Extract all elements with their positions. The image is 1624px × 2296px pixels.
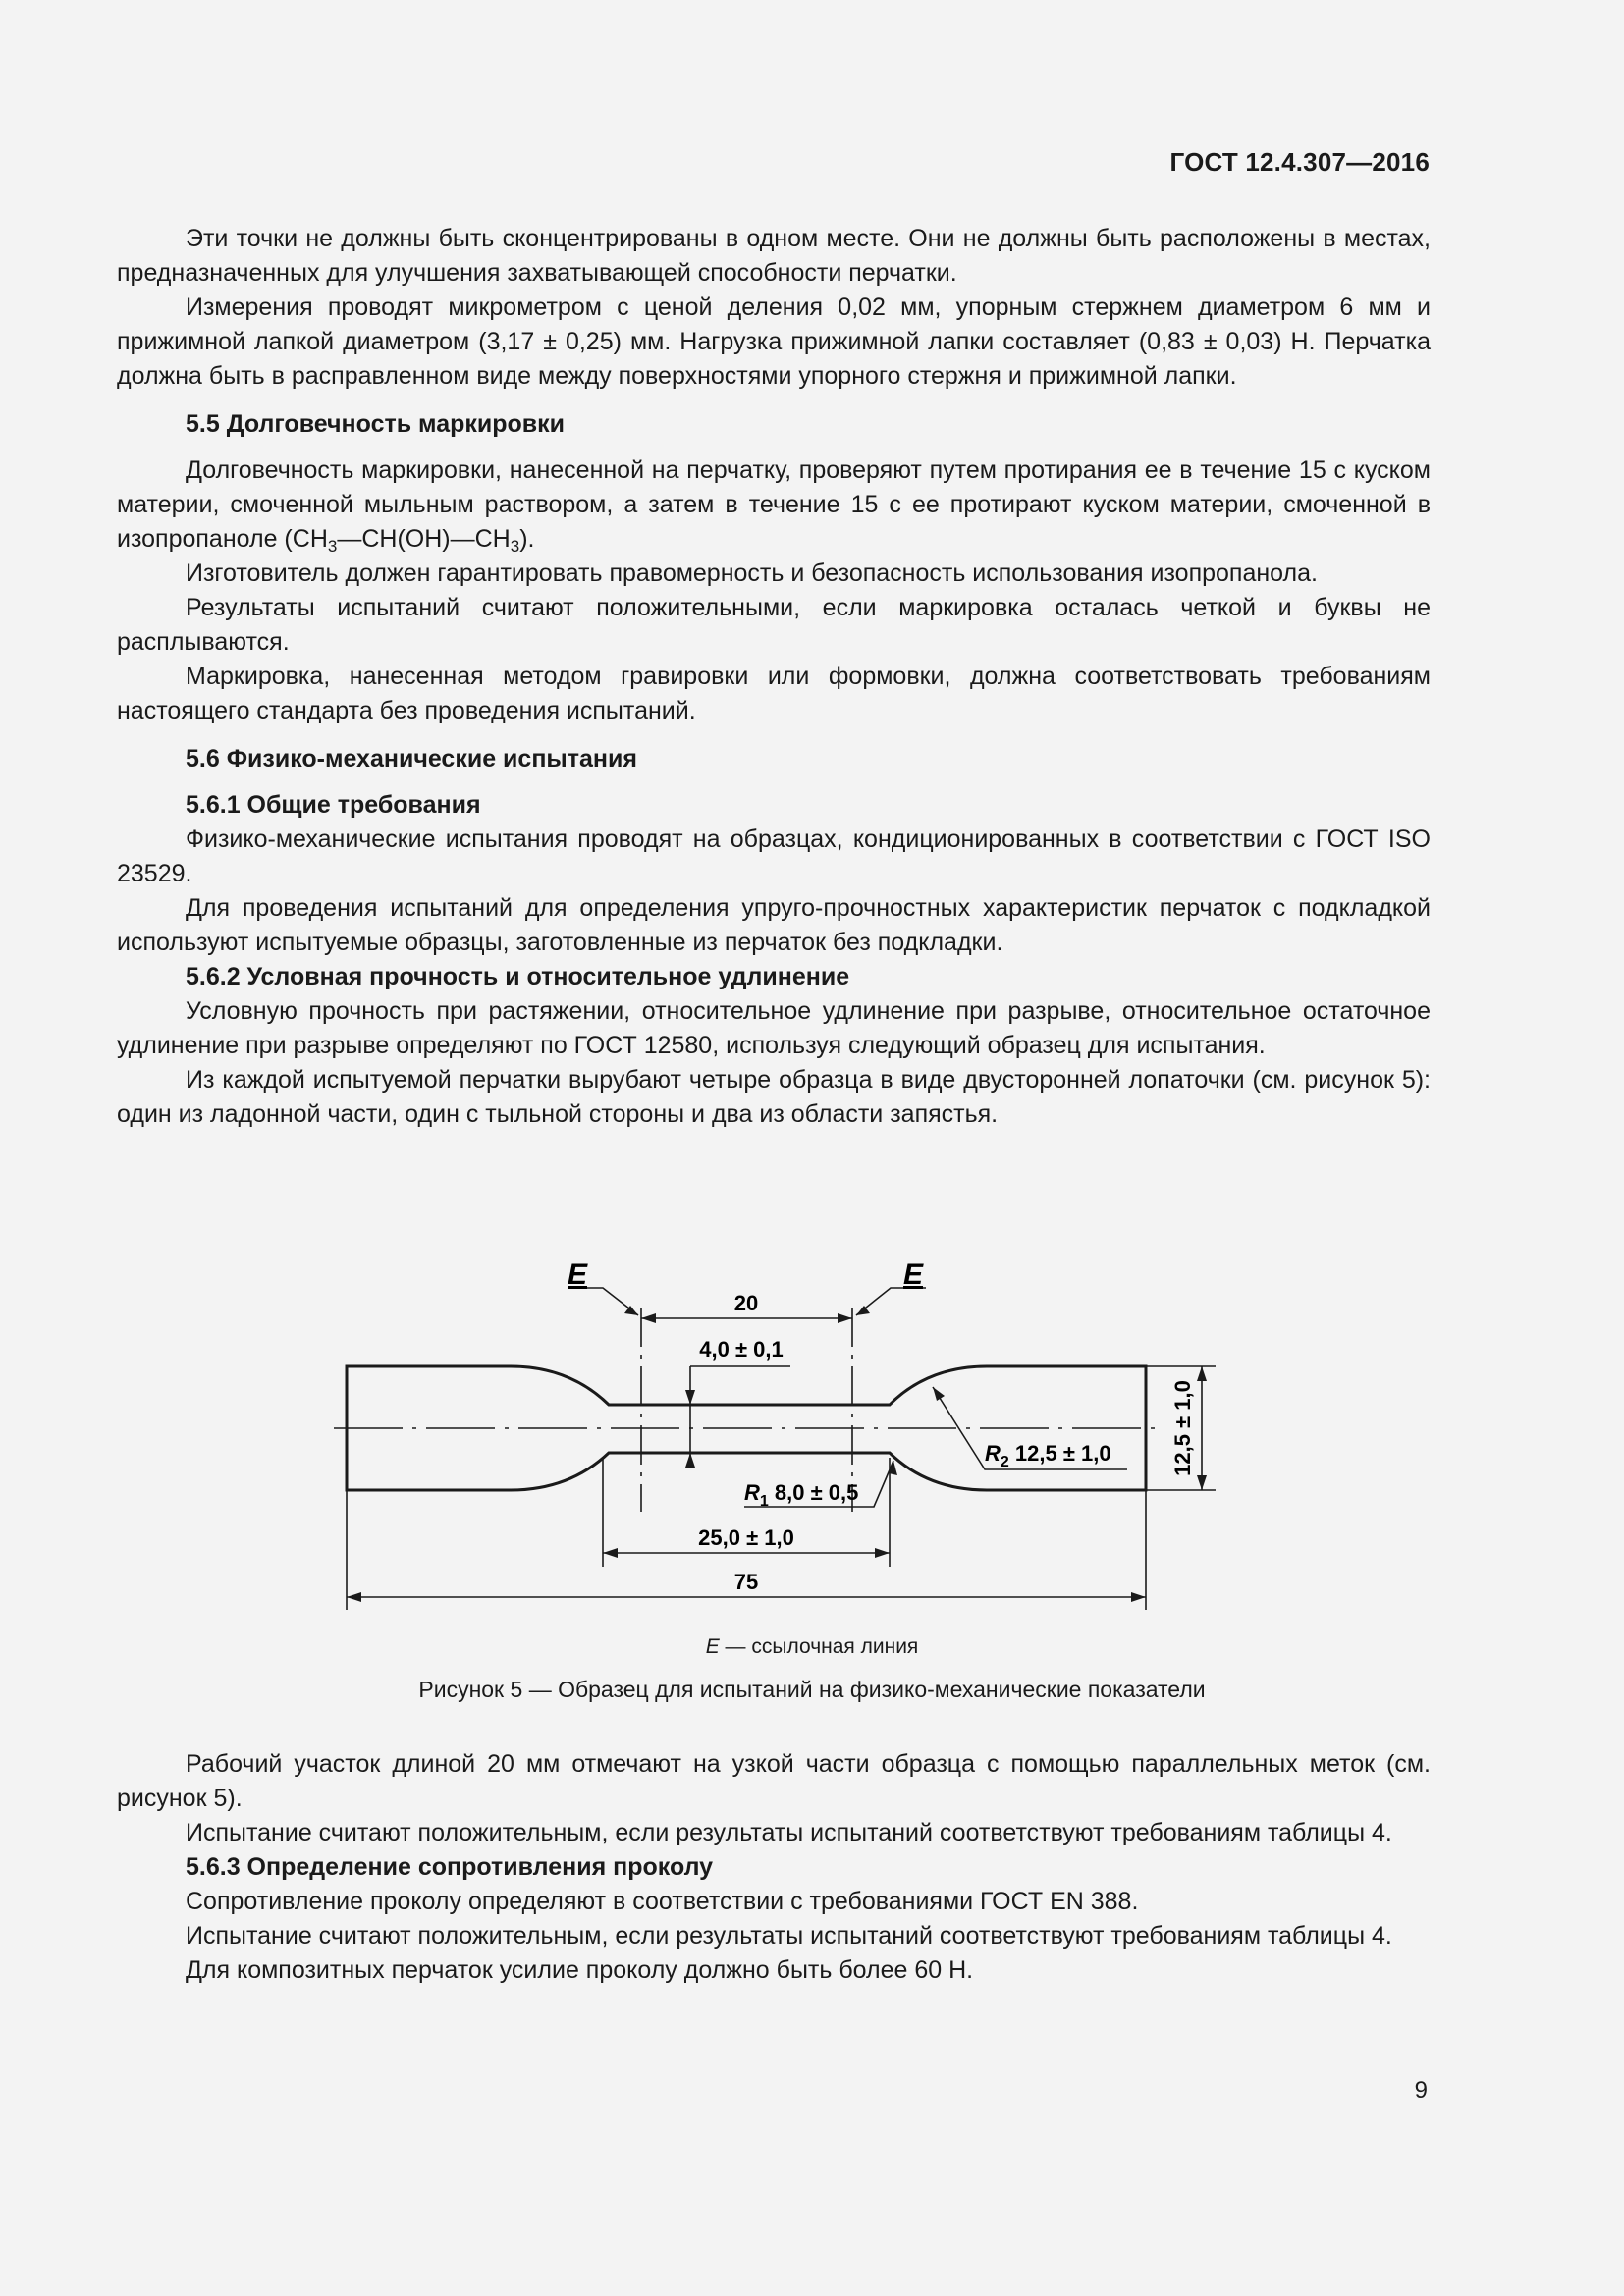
paragraph: Маркировка, нанесенная методом гравировки или формовки, должна соответствовать требованиям настоящего стандарта без проведения испытаний. [117,663,1431,724]
page-number: 9 [1414,2077,1428,2104]
paragraph: Из каждой испытуемой перчатки вырубают четыре образца в виде двусторонней лопаточки (см. рисунок 5): один из ладонной части, один с тыльной стороны и два из области запястья. [117,1066,1431,1128]
label-r2: $R_2$ 12,5 ± 1,0 [985,1441,1111,1470]
label-e-left: E [568,1258,588,1291]
specimen-outline [347,1366,1146,1490]
paragraph: Условную прочность при растяжении, относительное удлинение при разрыве, относительное остаточное удлинение при разрыве определяют по ГОСТ 12580, используя следующий образец для испытания. [117,997,1431,1059]
section-heading-5-6: 5.6 Физико-механические испытания [186,745,637,773]
figure-legend: E — ссылочная линия [705,1635,919,1658]
paragraph: Сопротивление проколу определяют в соответствии с требованиями ГОСТ EN 388. [186,1888,1139,1915]
section-heading-5-6-1: 5.6.1 Общие требования [186,791,481,819]
paragraph: Измерения проводят микрометром с ценой деления 0,02 мм, упорным стержнем диаметром 6 мм и прижимной лапкой диаметром (3,17 ± 0,25) мм. Нагрузка прижимной лапки составляет (0,83 ± 0,03) Н. Перчатка должна быть в расправленном виде между поверхностями упорного стержня и прижимной лапки. [117,294,1431,390]
section-heading-5-6-3: 5.6.3 Определение сопротивления проколу [186,1853,714,1881]
paragraph: Результаты испытаний считают положительными, если маркировка осталась четкой и буквы не расплываются. [117,594,1431,656]
paragraph: Для композитных перчаток усилие проколу должно быть более 60 Н. [186,1956,974,1984]
leader-r2 [933,1387,1127,1469]
leader-e-left [568,1288,638,1315]
section-heading-5-6-2: 5.6.2 Условная прочность и относительное удлинение [186,963,850,990]
leader-r1 [744,1461,893,1507]
label-dim-4: 4,0 ± 0,1 [699,1337,784,1362]
paragraph: Для проведения испытаний для определения упруго-прочностных характеристик перчаток с подкладкой используют испытуемые образцы, заготовленные из перчаток без подкладки. [117,894,1431,956]
document-header: ГОСТ 12.4.307—2016 [1169,147,1430,177]
paragraph: Изготовитель должен гарантировать правомерность и безопасность использования изопропанола. [186,560,1318,587]
label-dim-75: 75 [733,1570,759,1594]
label-dim-12-5: 12,5 ± 1,0 [1170,1380,1195,1476]
paragraph: Испытание считают положительным, если результаты испытаний соответствуют требованиям таблицы 4. [186,1819,1392,1846]
paragraph: Долговечность маркировки, нанесенной на перчатку, проверяют путем протирания ее в течение 15 с куском материи, смоченной мыльным раствором, а затем в течение 15 с ее протирают куском материи, смоченной в изопропаноле $(CH_3—CH(OH)—CH_3)$. [117,456,1431,556]
label-r1: $R_1$ 8,0 ± 0,5 [744,1480,859,1510]
leader-e-right [856,1288,926,1315]
text-block-bottom [117,1747,1431,1988]
paragraph: Рабочий участок длиной 20 мм отмечают на узкой части образца с помощью параллельных меток (см. рисунок 5). [117,1750,1431,1812]
label-dim-20: 20 [733,1291,759,1315]
text-block-top [117,222,1431,1132]
figure-caption: Рисунок 5 — Образец для испытаний на физико-механические показатели [418,1677,1206,1702]
paragraph: Физико-механические испытания проводят на образцах, кондиционированных в соответствии с ГОСТ ISO 23529. [117,826,1431,887]
paragraph: Испытание считают положительным, если результаты испытаний соответствуют требованиям таблицы 4. [186,1922,1392,1949]
label-dim-25: 25,0 ± 1,0 [698,1525,794,1550]
section-heading-5-5: 5.5 Долговечность маркировки [186,410,566,438]
paragraph: Эти точки не должны быть сконцентрированы в одном месте. Они не должны быть расположены в местах, предназначенных для улучшения захватывающей способности перчатки. [117,225,1431,287]
label-e-right: E [903,1258,924,1291]
